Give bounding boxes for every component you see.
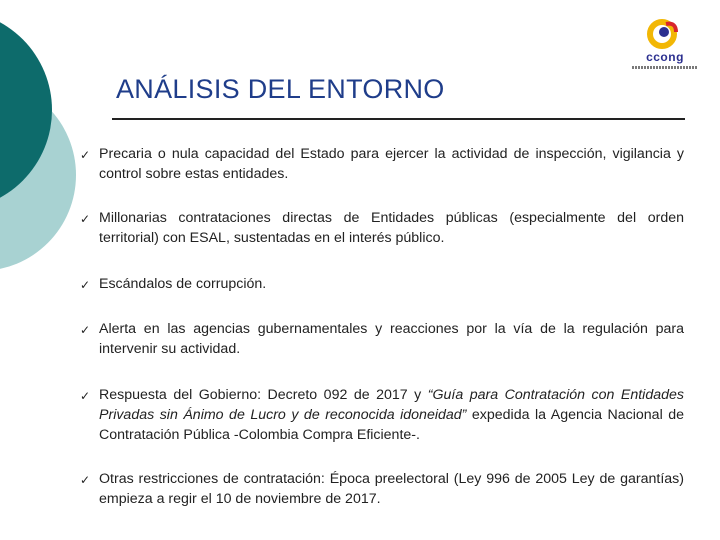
check-icon: ✓ (80, 278, 91, 292)
ccong-logo-mark-icon (632, 18, 698, 52)
check-icon: ✓ (80, 212, 91, 226)
bullet-text-italic: “Guía para Contratación con Entidades Privadas sin Ánimo de Lucro y de reconocida idoneidad” (99, 387, 684, 423)
bullet-text (99, 385, 684, 445)
bullet-text: Precaria o nula capacidad del Estado para ejercer la actividad de inspección, vigilancia y control sobre estas entidades. (99, 146, 684, 182)
decorative-circles (0, 0, 80, 290)
check-icon: ✓ (80, 389, 91, 403)
bullet-text-post: expedida la Agencia Nacional de Contratación Pública -Colombia Compra Eficiente-. (99, 407, 685, 443)
check-icon: ✓ (80, 148, 91, 162)
bullet-text: Escándalos de corrupción. (99, 276, 267, 292)
bullet-text: Millonarias contrataciones directas de Entidades públicas (especialmente del orden territorial) con ESAL, sustentadas en el interés público. (99, 210, 684, 246)
bullet-text: Alerta en las agencias gubernamentales y reacciones por la vía de la regulación para intervenir su actividad. (99, 321, 684, 357)
bullet-text: Otras restricciones de contratación: Época preelectoral (Ley 996 de 2005 Ley de garantías) empieza a regir el 10 de noviembre de 2017. (99, 471, 684, 507)
check-icon: ✓ (80, 323, 91, 337)
page-title: ANÁLISIS DEL ENTORNO (116, 74, 445, 104)
check-icon: ✓ (80, 473, 91, 487)
logo-wordmark: ccong (646, 50, 684, 64)
title-divider (112, 118, 685, 120)
ccong-logo (632, 18, 698, 76)
logo-tagline (632, 66, 698, 69)
bullet-text-pre: Respuesta del Gobierno: Decreto 092 de 2017 y (99, 387, 428, 403)
